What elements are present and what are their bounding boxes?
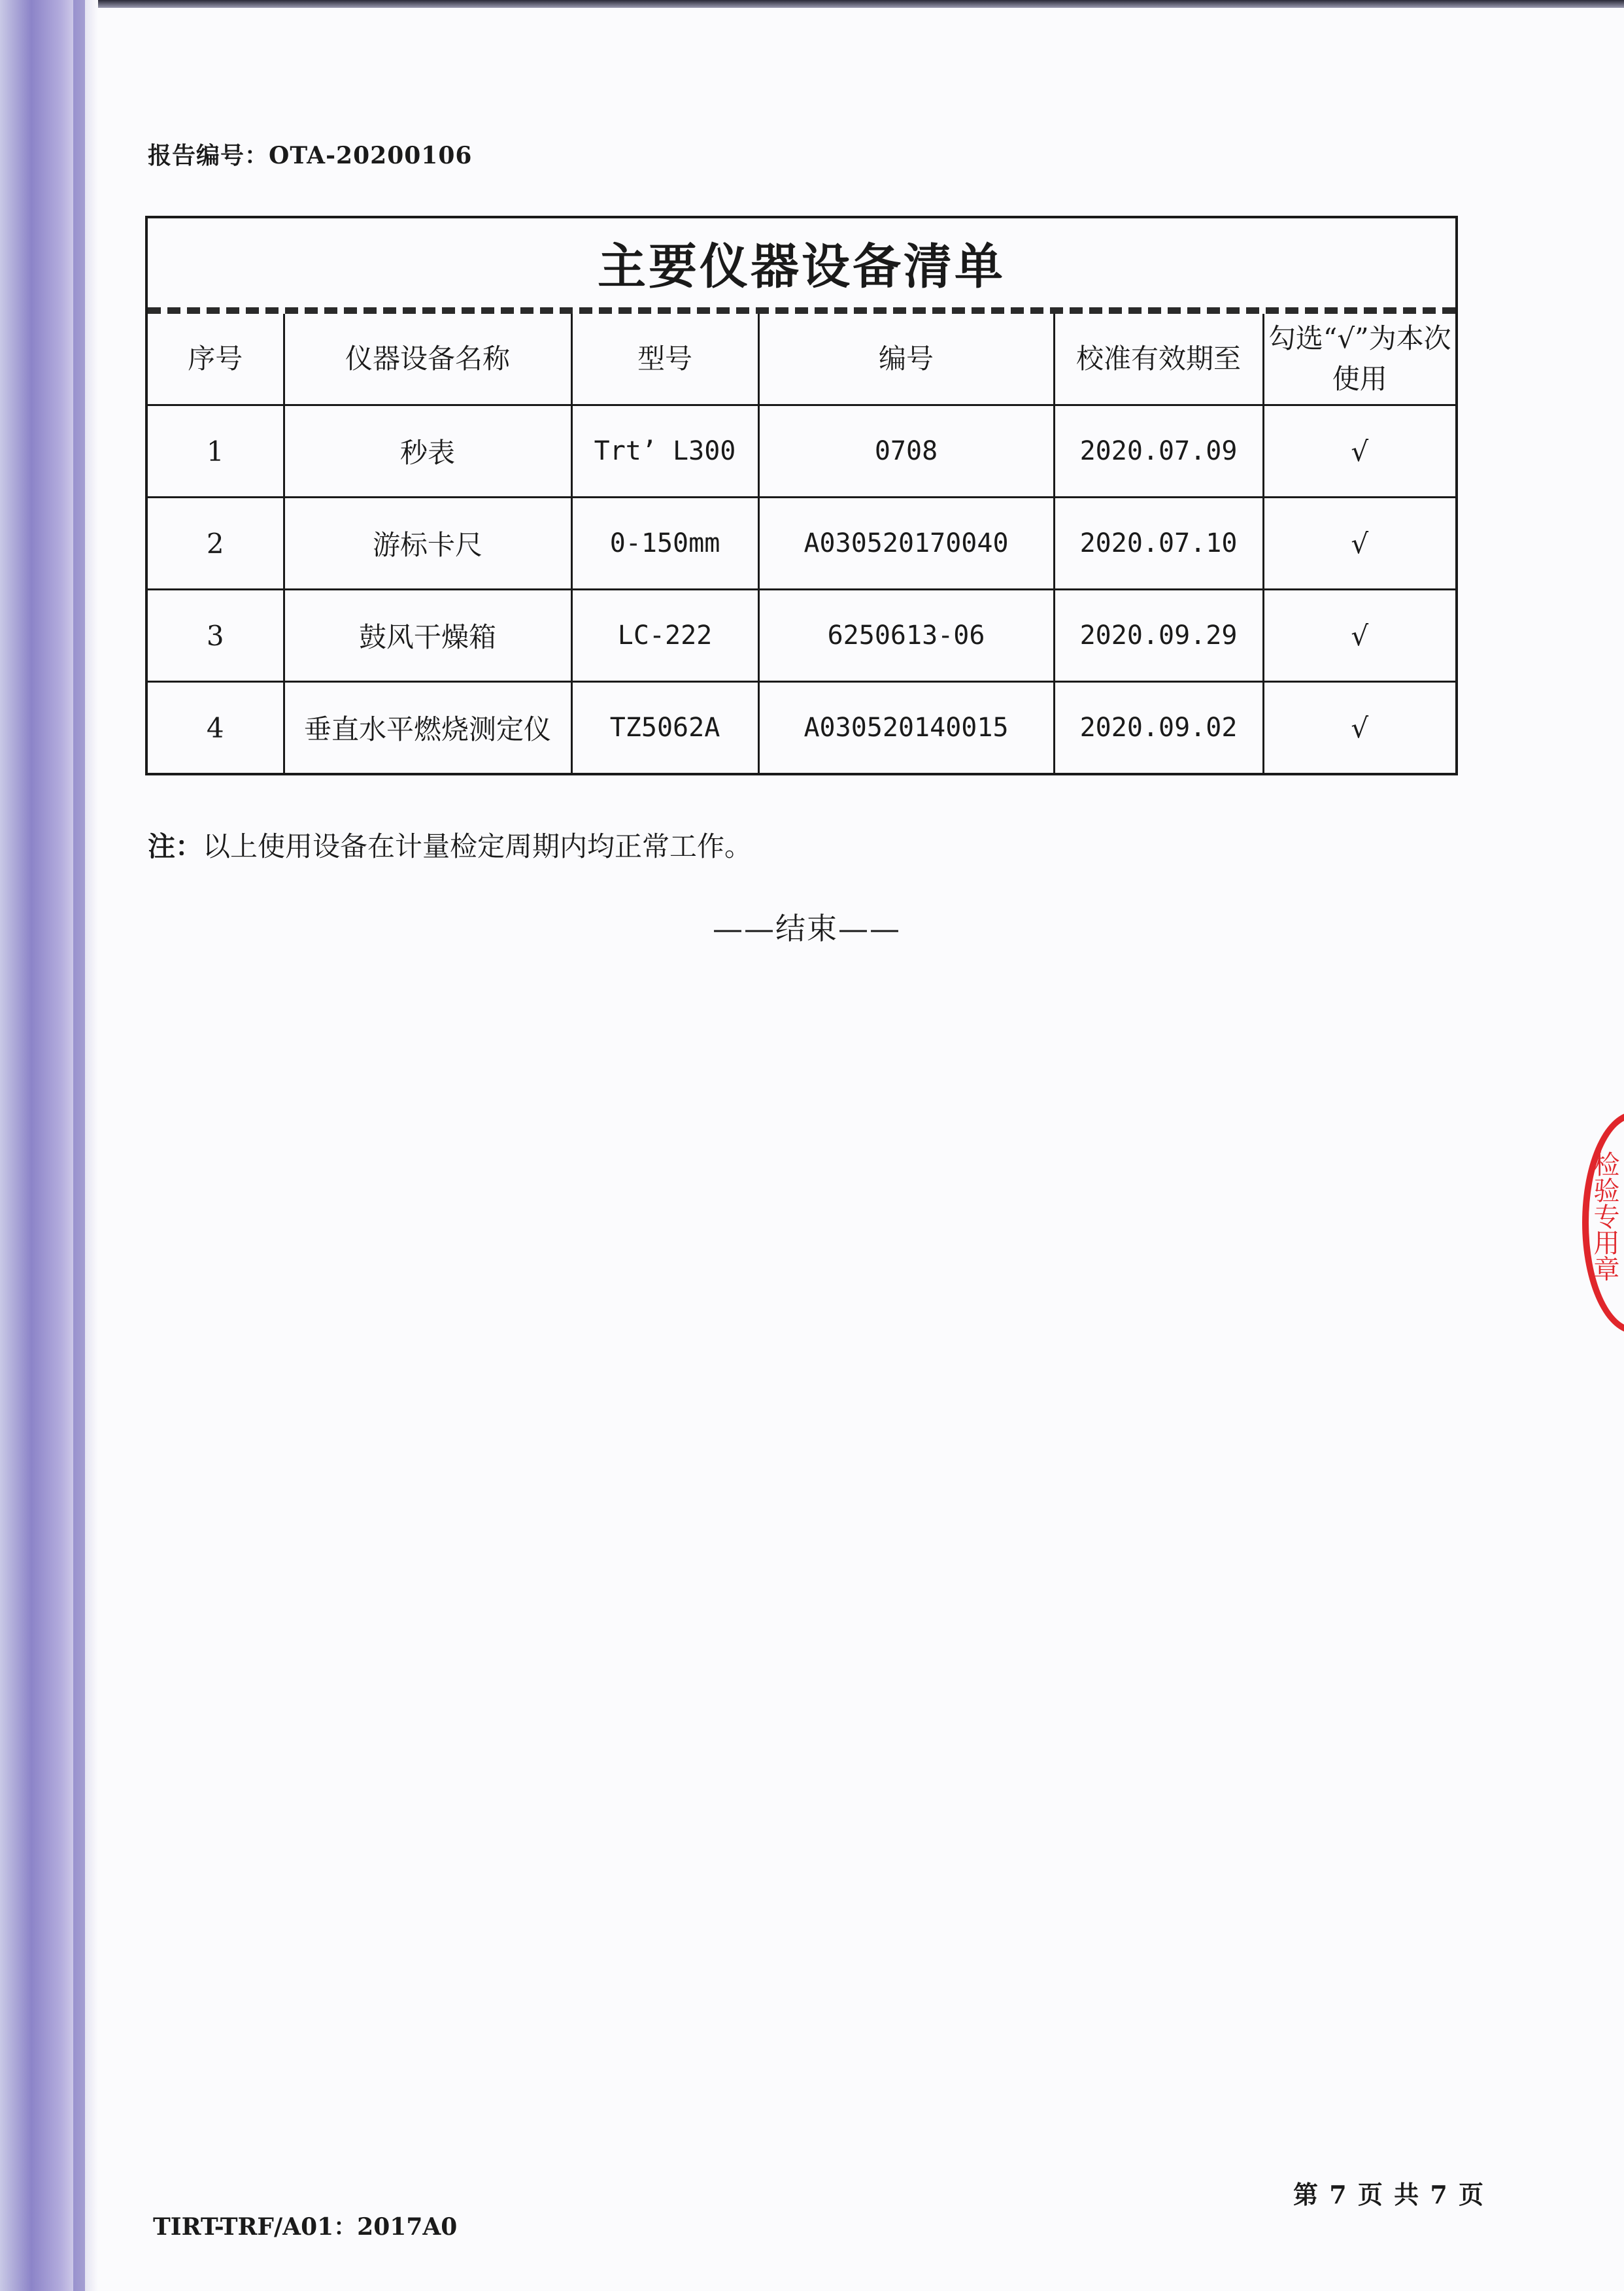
cell-no: 2	[148, 498, 284, 590]
cell-name: 秒表	[284, 405, 571, 498]
form-code: TIRT-TRF/A01：2017A0	[153, 2213, 458, 2241]
column-header-name: 仪器设备名称	[284, 314, 571, 405]
column-header-serial: 编号	[758, 314, 1054, 405]
equipment-table	[148, 314, 1455, 773]
table-row	[148, 405, 1455, 498]
cell-used-check: √	[1263, 498, 1455, 590]
binding-spine-line	[73, 0, 85, 2291]
cell-valid-until: 2020.09.29	[1054, 590, 1263, 682]
note-text: 以上使用设备在计量检定周期内均正常工作。	[203, 830, 753, 862]
cell-serial: 6250613-06	[758, 590, 1054, 682]
cell-valid-until: 2020.07.09	[1054, 405, 1263, 498]
cell-name: 鼓风干燥箱	[284, 590, 571, 682]
cell-valid-until: 2020.07.10	[1054, 498, 1263, 590]
note-label: 注：	[148, 830, 203, 862]
cell-used-check: √	[1263, 405, 1455, 498]
cell-valid-until: 2020.09.02	[1054, 682, 1263, 773]
cell-model: 0-150mm	[571, 498, 758, 590]
equipment-table-container	[145, 216, 1458, 775]
table-row	[148, 590, 1455, 682]
cell-model: Trt’ L300	[571, 405, 758, 498]
table-row	[148, 498, 1455, 590]
cell-no: 3	[148, 590, 284, 682]
cell-used-check: √	[1263, 682, 1455, 773]
cell-model: LC-222	[571, 590, 758, 682]
cell-used-check: √	[1263, 590, 1455, 682]
column-header-valid-until: 校准有效期至	[1054, 314, 1263, 405]
scan-top-edge	[0, 0, 1624, 8]
cell-serial: A030520140015	[758, 682, 1054, 773]
report-number: 报告编号：OTA-20200106	[148, 142, 473, 169]
table-header-row	[148, 314, 1455, 405]
cell-serial: A030520170040	[758, 498, 1054, 590]
end-mark: ——结束——	[713, 911, 901, 946]
table-row	[148, 682, 1455, 773]
cell-model: TZ5062A	[571, 682, 758, 773]
cell-no: 1	[148, 405, 284, 498]
table-title: 主要仪器设备清单	[148, 218, 1455, 314]
page-info: 第 7 页 共 7 页	[1293, 2180, 1485, 2209]
cell-name: 游标卡尺	[284, 498, 571, 590]
cell-serial: 0708	[758, 405, 1054, 498]
red-seal-text: 检验专用章	[1589, 1151, 1619, 1281]
cell-name: 垂直水平燃烧测定仪	[284, 682, 571, 773]
column-header-no: 序号	[148, 314, 284, 405]
column-header-model: 型号	[571, 314, 758, 405]
note	[148, 825, 752, 864]
column-header-used: 勾选“√”为本次使用	[1263, 314, 1455, 405]
cell-no: 4	[148, 682, 284, 773]
